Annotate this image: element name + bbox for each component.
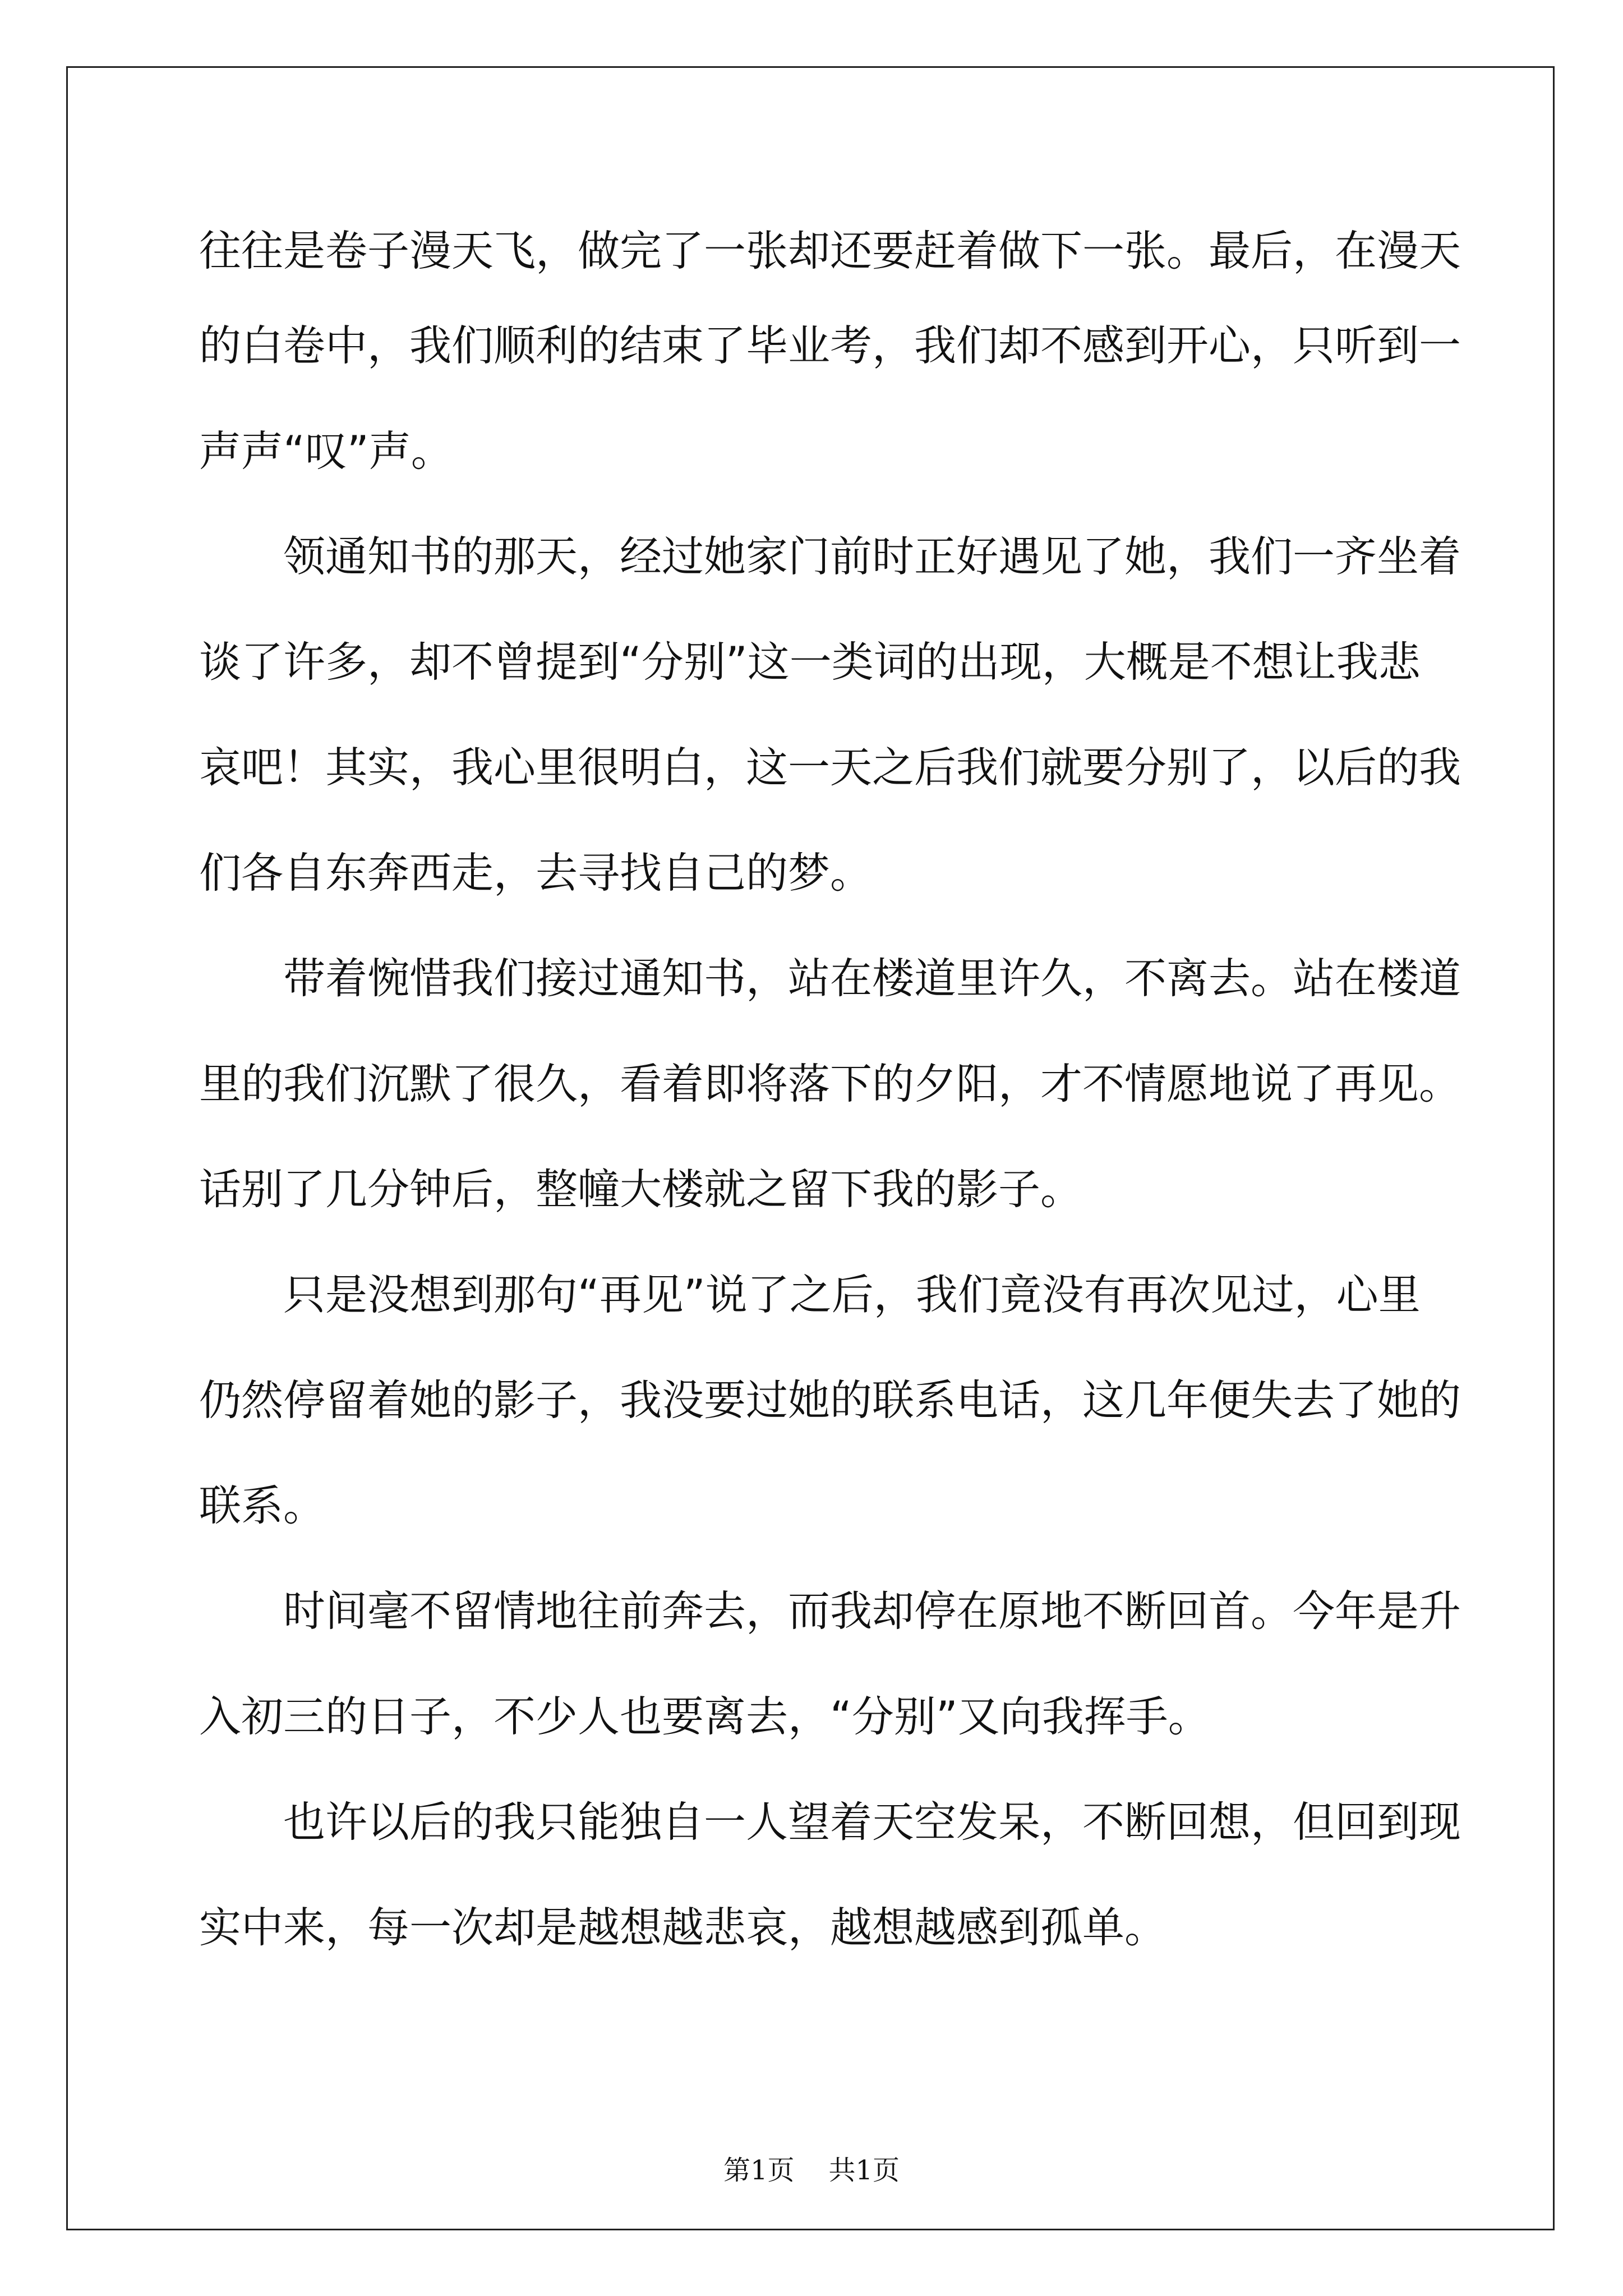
text-line: 入初三的日子，不少人也要离去，“分别”又向我挥手。 xyxy=(199,1692,1210,1741)
text-line: 往往是卷子漫天飞，做完了一张却还要赶着做下一张。最后，在漫天 xyxy=(199,226,1461,275)
text-line: 声声“叹”声。 xyxy=(199,426,453,476)
document-body xyxy=(199,209,1461,1980)
text-line: 也许以后的我只能独自一人望着天空发呆，不断回想，但回到现 xyxy=(283,1797,1461,1847)
text-line: 只是没想到那句“再见”说了之后，我们竟没有再次见过，心里 xyxy=(283,1270,1421,1319)
page-footer xyxy=(0,2148,1623,2187)
page-number-total: 共1页 xyxy=(828,2155,900,2186)
page-number-current: 第1页 xyxy=(723,2155,795,2186)
text-line: 带着惋惜我们接过通知书，站在楼道里许久，不离去。站在楼道 xyxy=(283,954,1461,1003)
text-line: 哀吧！其实，我心里很明白，这一天之后我们就要分别了，以后的我 xyxy=(199,743,1461,792)
text-line: 们各自东奔西走，去寻找自己的梦。 xyxy=(199,848,873,898)
text-line: 的白卷中，我们顺利的结束了毕业考，我们却不感到开心，只听到一 xyxy=(199,321,1461,370)
text-line: 领通知书的那天，经过她家门前时正好遇见了她，我们一齐坐着 xyxy=(283,532,1461,581)
text-line: 仍然停留着她的影子，我没要过她的联系电话，这几年便失去了她的 xyxy=(199,1375,1461,1425)
text-line: 里的我们沉默了很久，看着即将落下的夕阳，才不情愿地说了再见。 xyxy=(199,1059,1461,1108)
text-line: 时间毫不留情地往前奔去，而我却停在原地不断回首。今年是升 xyxy=(283,1586,1461,1636)
text-line: 谈了许多，却不曾提到“分别”这一类词的出现，大概是不想让我悲 xyxy=(199,637,1421,687)
text-line: 话别了几分钟后，整幢大楼就之留下我的影子。 xyxy=(199,1165,1083,1214)
text-line: 实中来，每一次却是越想越悲哀，越想越感到孤单。 xyxy=(199,1903,1167,1952)
text-line: 联系。 xyxy=(199,1481,326,1530)
